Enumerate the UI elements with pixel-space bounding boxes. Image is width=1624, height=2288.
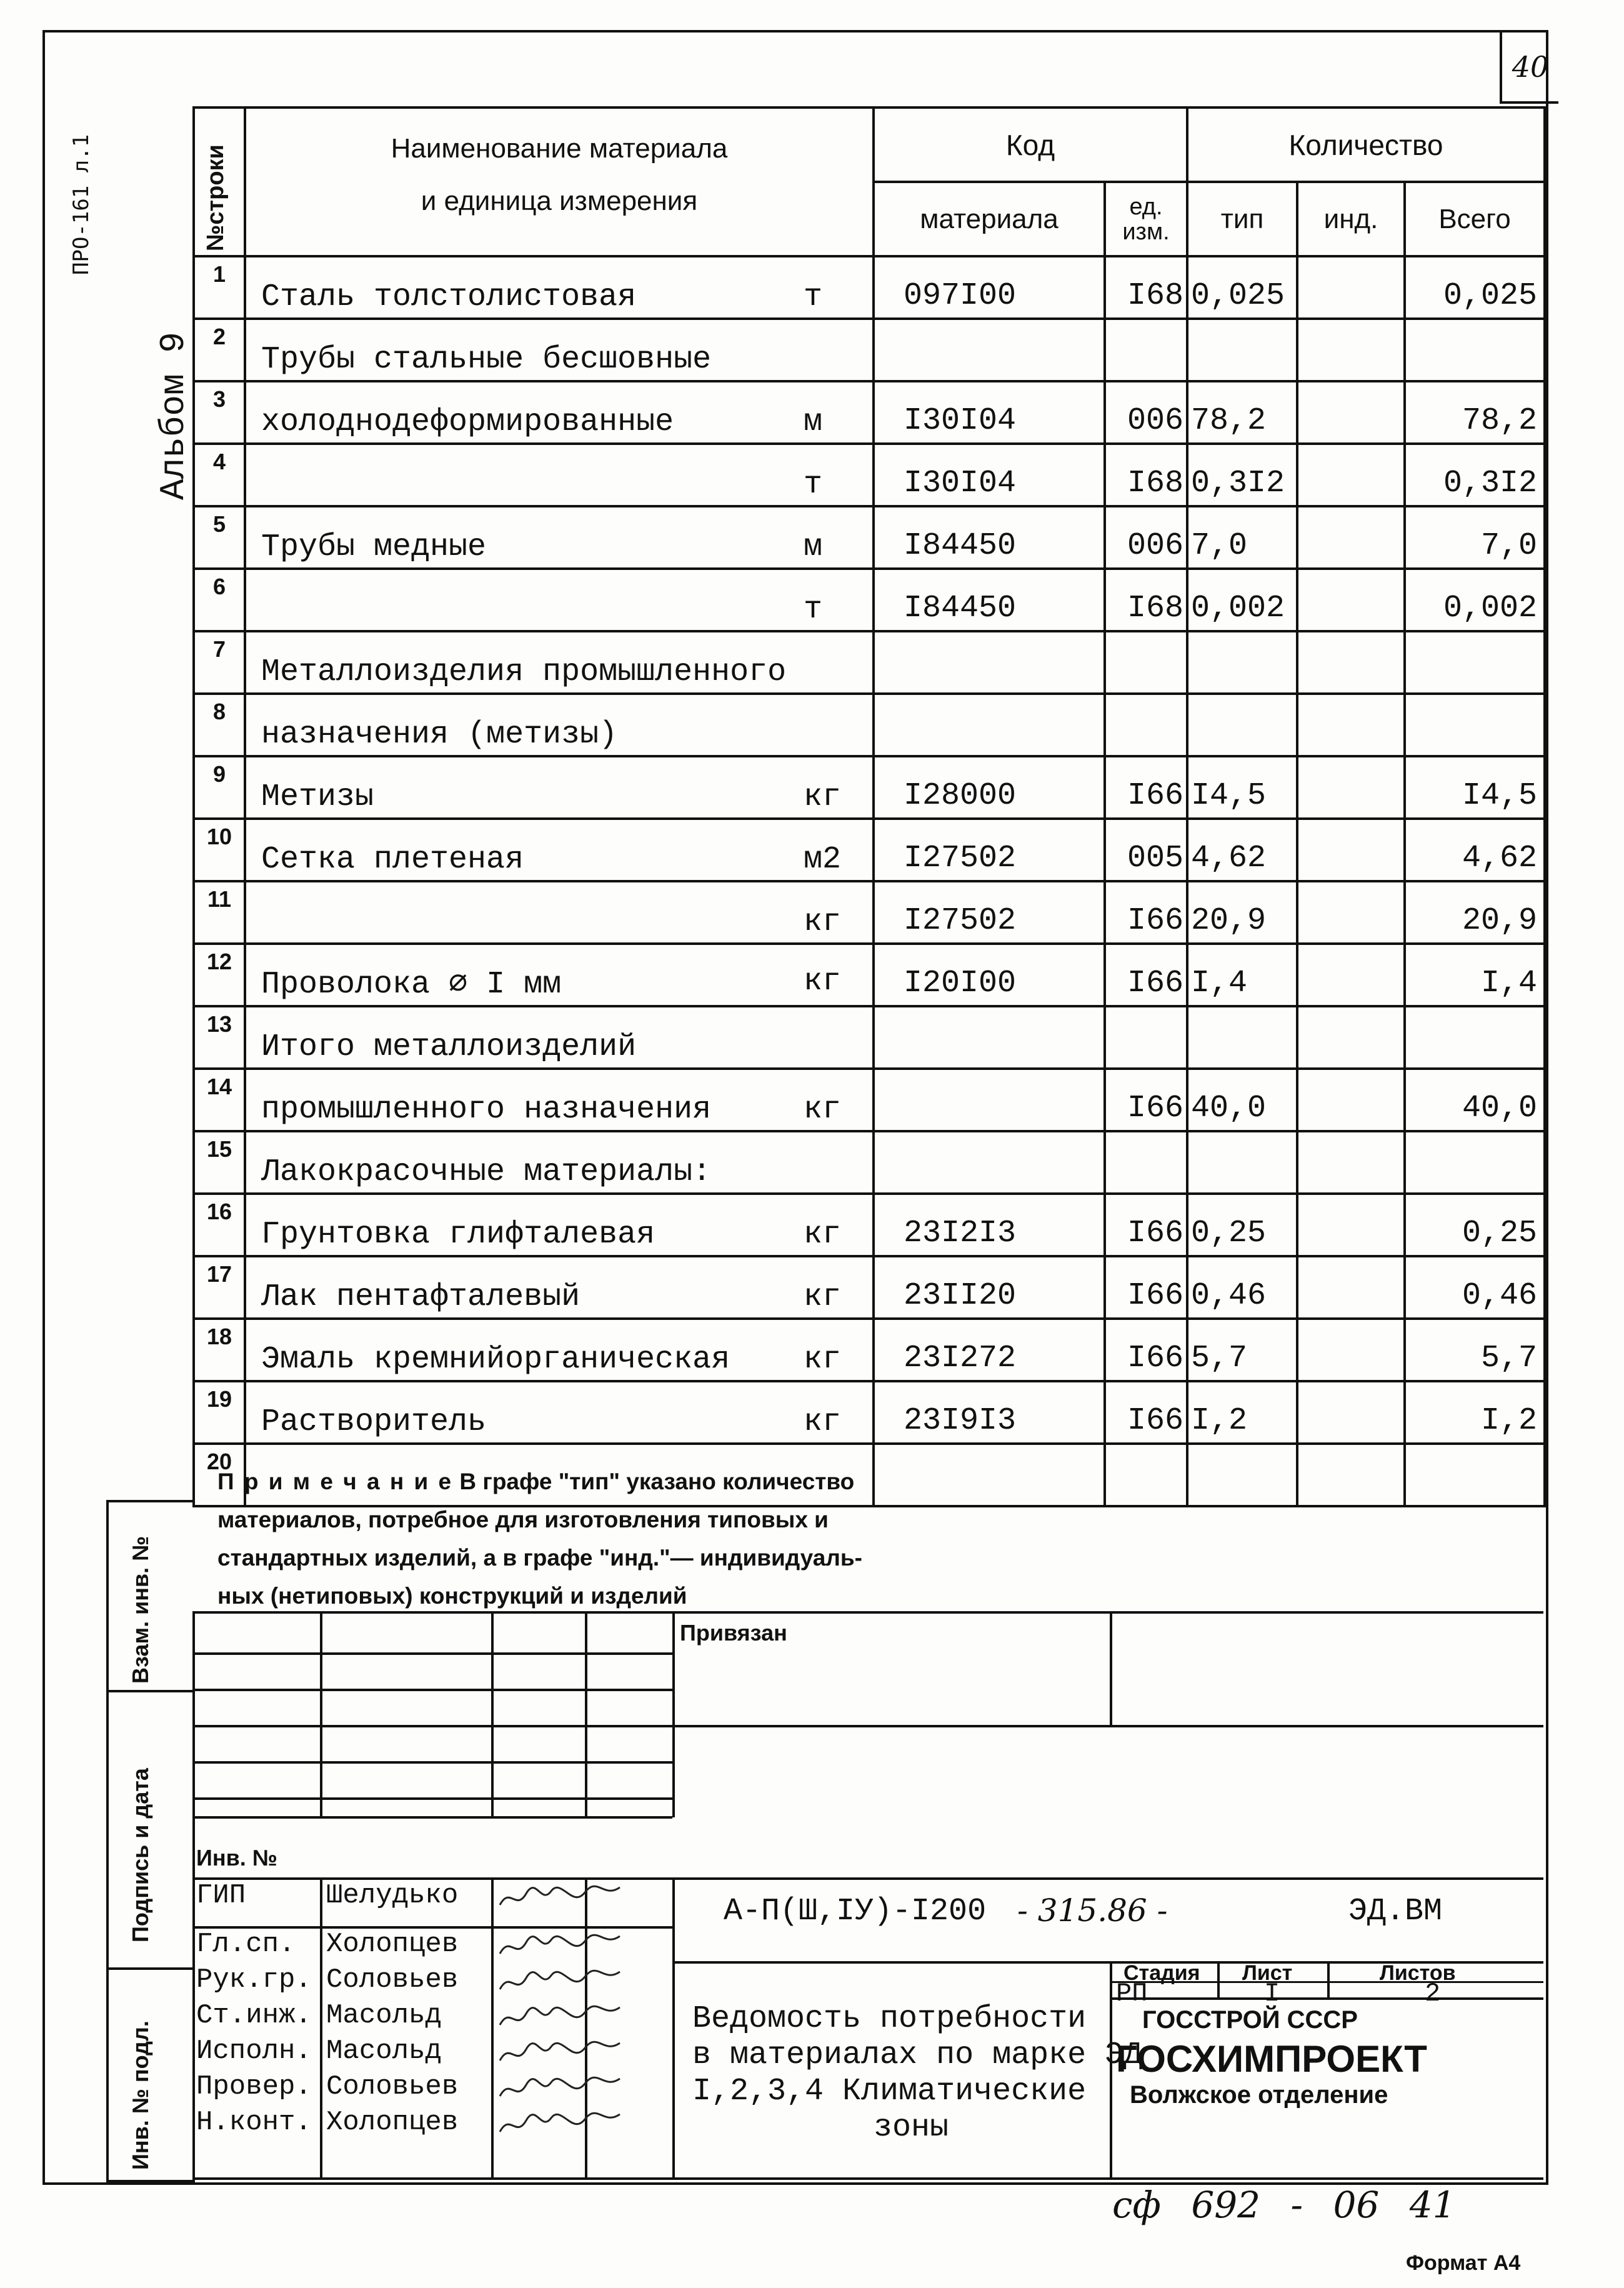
signature-name: Холопцев	[326, 2107, 459, 2138]
material-code: 097I00	[874, 256, 1105, 319]
material-name-text: холоднодеформированные	[261, 404, 674, 440]
unit-code	[1105, 1131, 1187, 1194]
row-number: 14	[194, 1069, 245, 1131]
unit-code: I68	[1105, 444, 1187, 506]
document-title-line-4: зоны	[874, 2110, 949, 2146]
unit-code: I66	[1105, 944, 1187, 1006]
material-unit	[804, 342, 872, 377]
document-title-line-2: в материалах по марке ЭД	[692, 2037, 1143, 2073]
qty-ind	[1297, 1131, 1405, 1194]
note-label: П р и м е ч а н и е	[217, 1469, 454, 1494]
qty-type: 78,2	[1187, 381, 1297, 444]
qty-total	[1405, 1131, 1545, 1194]
qty-ind	[1297, 631, 1405, 694]
table-row	[194, 1381, 1545, 1444]
signature-name: Масольд	[326, 2000, 442, 2031]
org-line-2: ГОСХИМПРОЕКТ	[1116, 2038, 1427, 2080]
table-row	[194, 506, 1545, 569]
row-number: 15	[194, 1131, 245, 1194]
material-code: I27502	[874, 819, 1105, 881]
row-number: 9	[194, 756, 245, 819]
material-unit	[804, 1029, 872, 1065]
signature-role: ГИП	[196, 1880, 246, 1911]
row-number: 1	[194, 256, 245, 319]
material-name-text: Сталь толстолистовая	[261, 279, 637, 315]
margin-code: ПРО-161 л.1	[69, 134, 94, 275]
material-name	[245, 1194, 874, 1256]
org-line-3: Волжское отделение	[1130, 2081, 1388, 2109]
qty-type: I4,5	[1187, 756, 1297, 819]
unit-code: 005	[1105, 819, 1187, 881]
material-code: 23I2I3	[874, 1194, 1105, 1256]
unit-code	[1105, 1006, 1187, 1069]
row-number: 3	[194, 381, 245, 444]
note-line-2: материалов, потребное для изготовления типовых и	[217, 1507, 829, 1532]
header-row-number: №строки	[194, 107, 245, 256]
qty-total: 40,0	[1405, 1069, 1545, 1131]
handwritten-signature	[497, 2071, 622, 2106]
material-unit: т	[804, 279, 823, 315]
qty-total	[1405, 694, 1545, 756]
sheet-number: 40	[1500, 32, 1558, 104]
handwritten-signature	[497, 1964, 622, 1999]
header-code: Код	[874, 107, 1187, 182]
material-name	[245, 1069, 874, 1131]
privyazan-label: Привязан	[680, 1620, 787, 1646]
qty-type	[1187, 694, 1297, 756]
material-name	[245, 944, 874, 1006]
material-code	[874, 1069, 1105, 1131]
header-name: Наименование материала и единица измерения	[245, 107, 874, 256]
material-unit: кг	[804, 904, 842, 940]
format-label: Формат А4	[1406, 2251, 1521, 2275]
qty-ind	[1297, 1256, 1405, 1319]
qty-type: 7,0	[1187, 506, 1297, 569]
materials-table	[192, 106, 1546, 1507]
qty-ind	[1297, 819, 1405, 881]
table-row	[194, 1194, 1545, 1256]
qty-ind	[1297, 1069, 1405, 1131]
sheet-label: Лист	[1242, 1961, 1293, 1985]
unit-code: 006	[1105, 381, 1187, 444]
material-unit: м	[804, 529, 823, 565]
table-row	[194, 256, 1545, 319]
org-line-1: ГОССТРОЙ СССР	[1142, 2006, 1358, 2034]
qty-total	[1405, 319, 1545, 381]
material-name-text: промышленного назначения	[261, 1092, 712, 1127]
table-row	[194, 819, 1545, 881]
qty-ind	[1297, 944, 1405, 1006]
unit-code	[1105, 319, 1187, 381]
material-unit: кг	[804, 1092, 842, 1127]
signature-name: Соловьев	[326, 1964, 459, 1996]
material-name	[245, 1006, 874, 1069]
qty-total: I,2	[1405, 1381, 1545, 1444]
row-number: 4	[194, 444, 245, 506]
doc-mark: ЭД.ВМ	[1348, 1894, 1443, 1929]
material-name	[245, 381, 874, 444]
signature-role: Ст.инж.	[196, 2000, 312, 2031]
qty-ind	[1297, 1006, 1405, 1069]
material-code: I28000	[874, 756, 1105, 819]
qty-ind	[1297, 881, 1405, 944]
material-code	[874, 694, 1105, 756]
registration-number: сф 692 - 06 41	[1112, 2184, 1456, 2226]
row-number: 20	[194, 1444, 245, 1506]
material-name	[245, 1131, 874, 1194]
qty-ind	[1297, 1444, 1405, 1506]
material-unit: м	[804, 404, 823, 440]
sheets-value: 2	[1425, 1979, 1441, 2009]
table-row	[194, 1131, 1545, 1194]
header-qty-ind: инд.	[1297, 182, 1405, 256]
material-name	[245, 756, 874, 819]
table-row	[194, 381, 1545, 444]
material-unit: кг	[804, 1404, 842, 1440]
row-number: 2	[194, 319, 245, 381]
signature-role: Н.конт.	[196, 2107, 312, 2138]
document-title-line-1: Ведомость потребности	[692, 2001, 1087, 2037]
material-name	[245, 881, 874, 944]
handwritten-signature	[497, 2000, 622, 2035]
doc-number: - 315.86 -	[1017, 1892, 1168, 1929]
unit-code	[1105, 694, 1187, 756]
table-row	[194, 1319, 1545, 1381]
signature-role: Гл.сп.	[196, 1929, 296, 1960]
material-code: 23II20	[874, 1256, 1105, 1319]
material-name-text: Сетка плетеная	[261, 842, 524, 877]
row-number: 17	[194, 1256, 245, 1319]
qty-ind	[1297, 444, 1405, 506]
material-name	[245, 256, 874, 319]
stage-value: РП	[1116, 1979, 1148, 2009]
unit-code: I66	[1105, 1069, 1187, 1131]
handwritten-signature	[497, 2107, 622, 2142]
unit-code: I66	[1105, 1381, 1187, 1444]
qty-ind	[1297, 1194, 1405, 1256]
material-code: I27502	[874, 881, 1105, 944]
doc-code: А-П(Ш,IУ)-I200	[724, 1894, 987, 1929]
material-name	[245, 819, 874, 881]
qty-total: 0,025	[1405, 256, 1545, 319]
material-code: I20I00	[874, 944, 1105, 1006]
qty-ind	[1297, 506, 1405, 569]
material-code: I84450	[874, 569, 1105, 631]
row-number: 12	[194, 944, 245, 1006]
qty-ind	[1297, 694, 1405, 756]
material-name-text: Лак пентафталевый	[261, 1279, 580, 1315]
unit-code: I68	[1105, 569, 1187, 631]
unit-code	[1105, 631, 1187, 694]
header-code-unit: ед. изм.	[1105, 182, 1187, 256]
qty-type	[1187, 1006, 1297, 1069]
material-name-text: Проволока ∅ I мм	[261, 967, 562, 1002]
qty-ind	[1297, 319, 1405, 381]
row-number: 18	[194, 1319, 245, 1381]
material-unit: кг	[804, 964, 842, 999]
qty-total: 0,3I2	[1405, 444, 1545, 506]
table-row	[194, 1069, 1545, 1131]
note-line-1: В графе "тип" указано количество	[453, 1469, 855, 1494]
table-row	[194, 944, 1545, 1006]
row-number: 8	[194, 694, 245, 756]
material-name-text: Трубы стальные бесшовные	[261, 342, 712, 377]
material-code	[874, 1006, 1105, 1069]
album-label: Альбом 9	[154, 332, 194, 500]
qty-type: 0,3I2	[1187, 444, 1297, 506]
table-row	[194, 631, 1545, 694]
inv-no-label: Инв. №	[196, 1845, 277, 1871]
qty-type: 0,25	[1187, 1194, 1297, 1256]
signature-name: Масольд	[326, 2036, 442, 2067]
row-number: 16	[194, 1194, 245, 1256]
material-name	[245, 1381, 874, 1444]
side-box-vzam: Взам. инв. №	[106, 1500, 195, 1692]
material-name	[245, 1319, 874, 1381]
qty-total: 0,46	[1405, 1256, 1545, 1319]
material-name-text: Металлоизделия промышленного	[261, 654, 787, 690]
row-number: 7	[194, 631, 245, 694]
qty-ind	[1297, 756, 1405, 819]
note-line-3: стандартных изделий, а в графе "инд."— индивидуаль-	[217, 1545, 862, 1571]
qty-total: 7,0	[1405, 506, 1545, 569]
header-qty-total: Всего	[1405, 182, 1545, 256]
qty-total: 4,62	[1405, 819, 1545, 881]
side-box-inv: Инв. № подл.	[106, 1967, 195, 2182]
header-code-material: материала	[874, 182, 1105, 256]
table-row	[194, 319, 1545, 381]
qty-total: 0,002	[1405, 569, 1545, 631]
document-title-line-3: I,2,3,4 Климатические	[692, 2074, 1087, 2109]
material-unit	[804, 1154, 872, 1190]
row-number: 13	[194, 1006, 245, 1069]
material-unit: кг	[804, 1342, 842, 1377]
material-name	[245, 694, 874, 756]
material-name	[245, 631, 874, 694]
material-code: I30I04	[874, 381, 1105, 444]
table-row	[194, 756, 1545, 819]
row-number: 10	[194, 819, 245, 881]
material-name	[245, 506, 874, 569]
material-name-text: Лакокрасочные материалы:	[261, 1154, 712, 1190]
table-row	[194, 1006, 1545, 1069]
qty-type	[1187, 1131, 1297, 1194]
stage-label: Стадия	[1123, 1961, 1200, 1985]
qty-total: 0,25	[1405, 1194, 1545, 1256]
material-name-text: Метизы	[261, 779, 374, 815]
row-number: 6	[194, 569, 245, 631]
qty-type: 20,9	[1187, 881, 1297, 944]
material-code: 23I9I3	[874, 1381, 1105, 1444]
sheets-label: Листов	[1380, 1961, 1456, 1985]
material-unit: кг	[804, 1279, 842, 1315]
qty-type: 0,025	[1187, 256, 1297, 319]
qty-ind	[1297, 256, 1405, 319]
unit-code: I68	[1105, 256, 1187, 319]
title-block	[192, 1611, 1543, 2180]
signature-role: Рук.гр.	[196, 1964, 312, 1996]
table-row	[194, 569, 1545, 631]
signature-role: Провер.	[196, 2071, 312, 2102]
material-name-text: назначения (метизы)	[261, 717, 618, 752]
material-unit	[804, 654, 872, 690]
qty-type	[1187, 319, 1297, 381]
qty-type: 5,7	[1187, 1319, 1297, 1381]
handwritten-signature	[497, 1929, 622, 1964]
material-name-text: Растворитель	[261, 1404, 487, 1440]
material-code: I84450	[874, 506, 1105, 569]
qty-total	[1405, 631, 1545, 694]
header-quantity: Количество	[1187, 107, 1545, 182]
table-row	[194, 1256, 1545, 1319]
unit-code: 006	[1105, 506, 1187, 569]
material-code: 23I272	[874, 1319, 1105, 1381]
document-title	[692, 2001, 1142, 2146]
table-row	[194, 444, 1545, 506]
material-name-text: Эмаль кремнийорганическая	[261, 1342, 730, 1377]
unit-code: I66	[1105, 1319, 1187, 1381]
material-name	[245, 444, 874, 506]
material-name	[245, 1256, 874, 1319]
qty-type: 0,46	[1187, 1256, 1297, 1319]
row-number: 11	[194, 881, 245, 944]
material-name-text: Итого металлоизделий	[261, 1029, 637, 1065]
qty-type	[1187, 631, 1297, 694]
material-unit: кг	[804, 779, 842, 815]
signature-role: Исполн.	[196, 2036, 312, 2067]
qty-ind	[1297, 1381, 1405, 1444]
material-code	[874, 631, 1105, 694]
qty-total: I4,5	[1405, 756, 1545, 819]
material-name	[245, 319, 874, 381]
signature-name: Холопцев	[326, 1929, 459, 1960]
unit-code: I66	[1105, 1194, 1187, 1256]
qty-type: 40,0	[1187, 1069, 1297, 1131]
side-box-podpis: Подпись и дата	[106, 1690, 195, 1970]
qty-total: I,4	[1405, 944, 1545, 1006]
material-code	[874, 1131, 1105, 1194]
handwritten-signature	[497, 1880, 622, 1915]
header-qty-type: тип	[1187, 182, 1297, 256]
material-unit: т	[804, 467, 823, 502]
qty-total: 20,9	[1405, 881, 1545, 944]
qty-type: 4,62	[1187, 819, 1297, 881]
unit-code: I66	[1105, 1256, 1187, 1319]
qty-ind	[1297, 381, 1405, 444]
qty-total: 78,2	[1405, 381, 1545, 444]
unit-code: I66	[1105, 756, 1187, 819]
material-name	[245, 569, 874, 631]
signature-name: Соловьев	[326, 2071, 459, 2102]
qty-type	[1187, 1444, 1297, 1506]
handwritten-signature	[497, 2036, 622, 2071]
note-line-4: ных (нетиповых) конструкций и изделий	[217, 1583, 687, 1609]
signature-name: Шелудько	[326, 1880, 459, 1911]
qty-total	[1405, 1444, 1545, 1506]
sheet-value: I	[1264, 1979, 1280, 2009]
qty-ind	[1297, 1319, 1405, 1381]
qty-total	[1405, 1006, 1545, 1069]
table-row	[194, 694, 1545, 756]
material-code	[874, 319, 1105, 381]
table-row	[194, 881, 1545, 944]
qty-type: I,4	[1187, 944, 1297, 1006]
qty-type: 0,002	[1187, 569, 1297, 631]
material-code: I30I04	[874, 444, 1105, 506]
material-name-text: Грунтовка глифталевая	[261, 1217, 655, 1252]
qty-total: 5,7	[1405, 1319, 1545, 1381]
qty-type: I,2	[1187, 1381, 1297, 1444]
row-number: 19	[194, 1381, 245, 1444]
material-unit: м2	[804, 842, 842, 877]
material-unit: т	[804, 592, 823, 627]
material-unit: кг	[804, 1217, 842, 1252]
unit-code: I66	[1105, 881, 1187, 944]
note	[217, 1462, 1155, 1615]
qty-ind	[1297, 569, 1405, 631]
row-number: 5	[194, 506, 245, 569]
material-unit	[804, 717, 872, 752]
material-name-text: Трубы медные	[261, 529, 487, 565]
